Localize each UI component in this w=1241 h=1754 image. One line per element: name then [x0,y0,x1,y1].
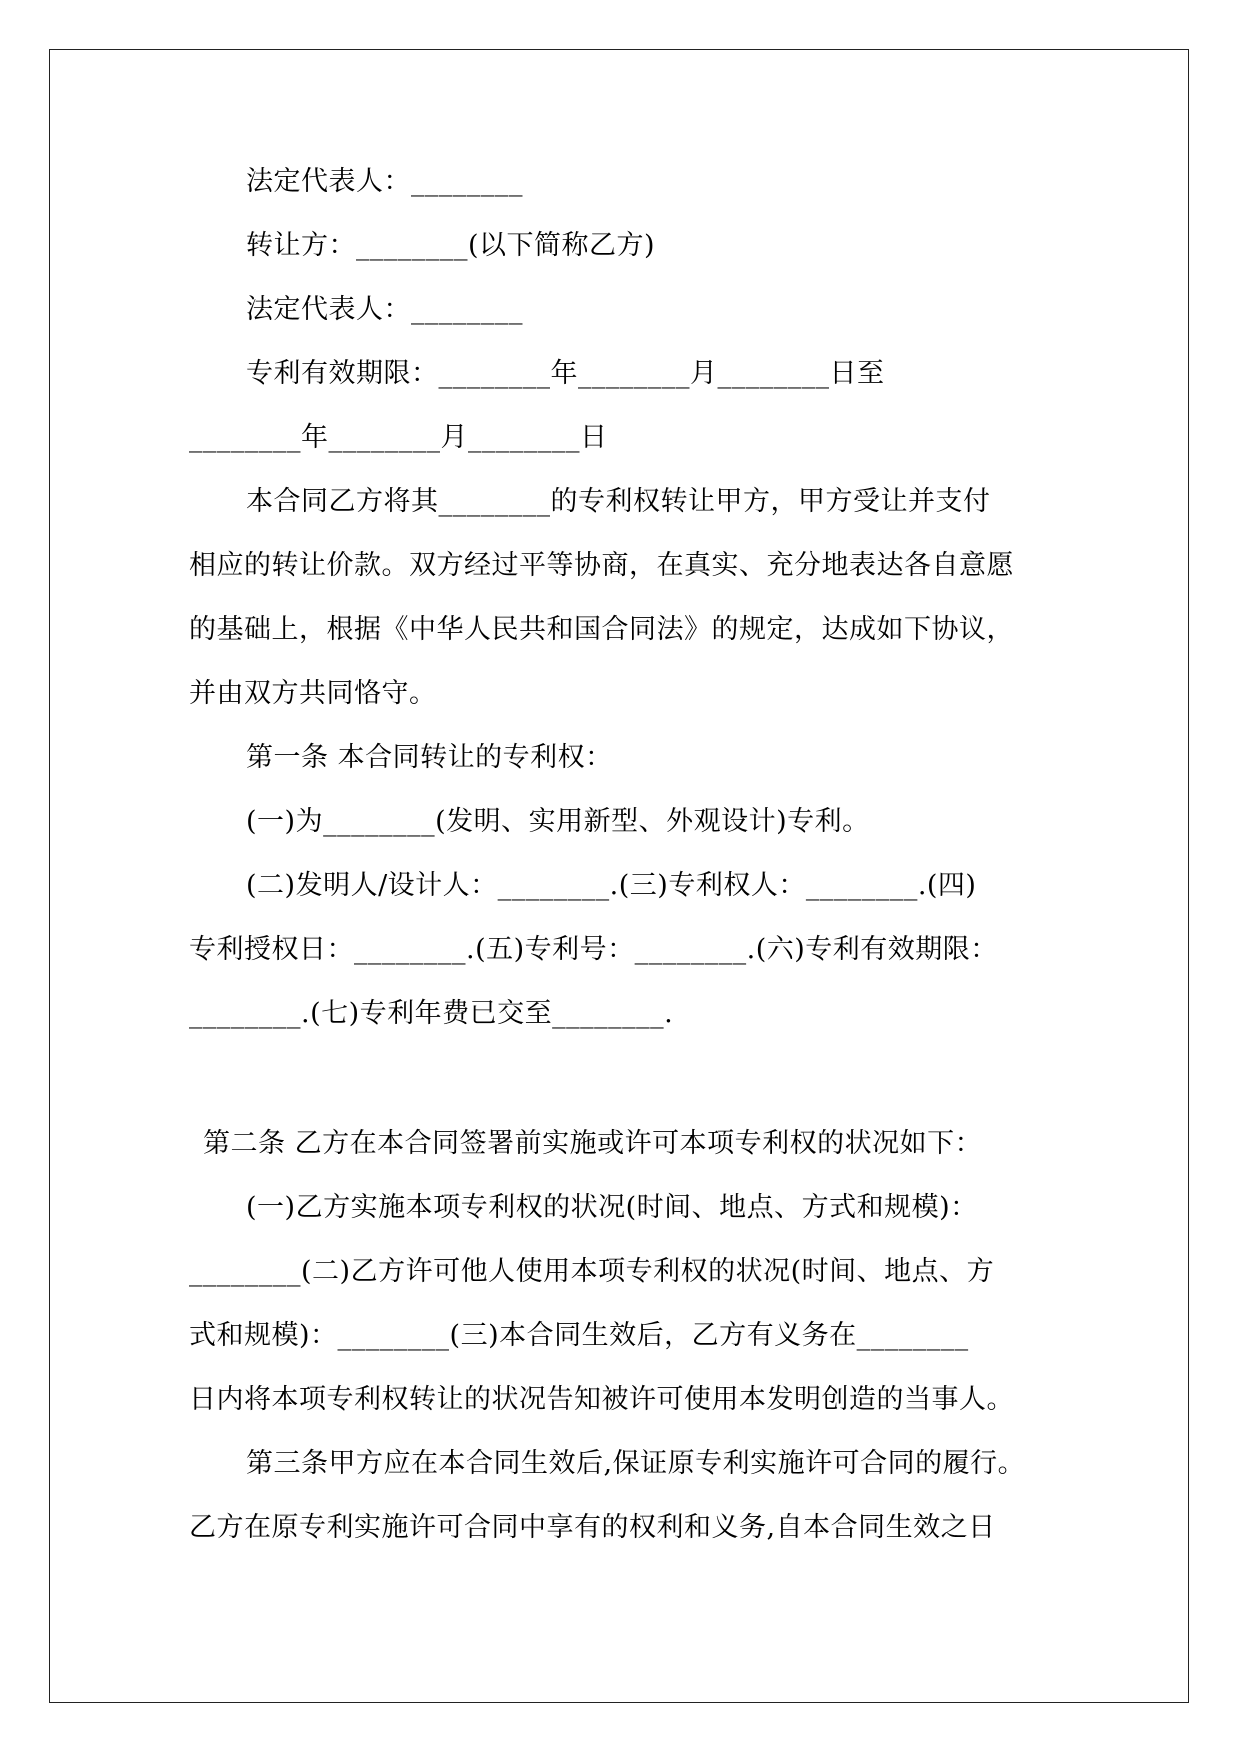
article-2-item-2: ________(二)乙方许可他人使用本项专利权的状况(时间、地点、方 [189,1256,995,1287]
article-2-item-3: 式和规模)：________(三)本合同生效后，乙方有义务在________ [189,1320,969,1351]
legal-representative-line-2: 法定代表人：________ [246,294,523,325]
article-1-items-6-7: ________.(七)专利年费已交至________. [189,998,674,1029]
preamble-line-3: 的基础上，根据《中华人民共和国合同法》的规定，达成如下协议， [189,614,1014,645]
article-1-item-1: (一)为________(发明、实用新型、外观设计)专利。 [246,806,870,837]
preamble-line-1: 本合同乙方将其________的专利权转让甲方，甲方受让并支付 [246,486,991,517]
article-2-item-3-cont: 日内将本项专利权转让的状况告知被许可使用本发明创造的当事人。 [189,1384,1014,1415]
article-3-line-1: 第三条甲方应在本合同生效后,保证原专利实施许可合同的履行。 [246,1448,1026,1479]
legal-representative-line-1: 法定代表人：________ [246,166,523,197]
article-1-items-4-6: 专利授权日：________.(五)专利号：________.(六)专利有效期限： [189,934,998,965]
preamble-line-4: 并由双方共同恪守。 [189,678,437,709]
article-1-heading: 第一条 本合同转让的专利权： [246,742,613,773]
transferor-line: 转让方：________(以下简称乙方) [246,230,656,261]
patent-validity-end-date: ________年________月________日 [189,422,608,453]
article-2-item-1: (一)乙方实施本项专利权的状况(时间、地点、方式和规模)： [246,1192,978,1223]
article-3-line-2: 乙方在原专利实施许可合同中享有的权利和义务,自本合同生效之日 [189,1512,996,1543]
preamble-line-2: 相应的转让价款。双方经过平等协商，在真实、充分地表达各自意愿 [189,550,1014,581]
patent-validity-line: 专利有效期限：________年________月________日至 [246,358,885,389]
article-1-items-2-4: (二)发明人/设计人：________.(三)专利权人：________.(四) [246,870,977,901]
article-2-heading: 第二条 乙方在本合同签署前实施或许可本项专利权的状况如下： [203,1128,983,1159]
